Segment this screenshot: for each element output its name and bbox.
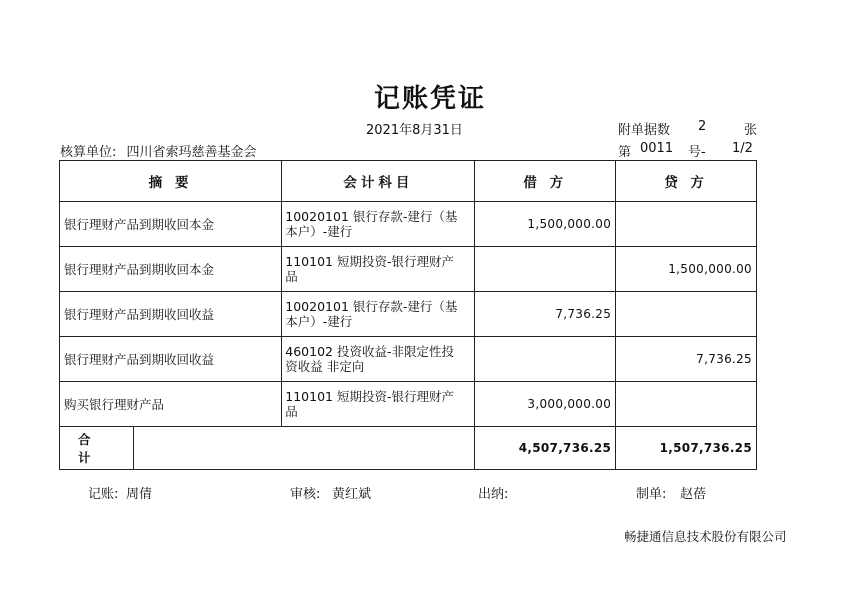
reviewer-label: 审核: bbox=[290, 487, 321, 502]
attachments-unit: 张 bbox=[744, 123, 758, 138]
row-credit: 7,736.25 bbox=[616, 337, 757, 382]
accounting-unit bbox=[60, 141, 257, 160]
column-header-credit: 贷 方 bbox=[616, 161, 757, 202]
row-account bbox=[282, 337, 475, 382]
reviewer-name: 黄红斌 bbox=[332, 487, 372, 502]
total-debit: 4,507,736.25 bbox=[475, 427, 616, 470]
row-summary: 购买银行理财产品 bbox=[60, 382, 282, 427]
table-row bbox=[60, 337, 757, 382]
total-row bbox=[60, 427, 757, 470]
row-account-line1: 110101 短期投资-银行理财产 bbox=[285, 389, 454, 404]
voucher-number-value: 0011 bbox=[640, 141, 674, 156]
row-summary: 银行理财产品到期收回本金 bbox=[60, 247, 282, 292]
table-row bbox=[60, 382, 757, 427]
bookkeeper-label: 记账: bbox=[88, 487, 119, 502]
table-row bbox=[60, 247, 757, 292]
row-credit bbox=[616, 202, 757, 247]
row-debit: 1,500,000.00 bbox=[475, 202, 616, 247]
row-debit bbox=[475, 247, 616, 292]
voucher-number-suffix: 号- bbox=[688, 145, 706, 160]
row-account-line1: 110101 短期投资-银行理财产 bbox=[285, 254, 454, 269]
row-debit: 7,736.25 bbox=[475, 292, 616, 337]
attachments-label: 附单据数 bbox=[618, 123, 671, 138]
row-credit: 1,500,000.00 bbox=[616, 247, 757, 292]
row-account bbox=[282, 292, 475, 337]
software-company: 畅捷通信息技术股份有限公司 bbox=[624, 529, 787, 544]
row-account bbox=[282, 202, 475, 247]
table-row bbox=[60, 202, 757, 247]
table-header-row bbox=[60, 161, 757, 202]
row-account-line2: 资收益 非定向 bbox=[285, 359, 365, 374]
row-summary: 银行理财产品到期收回本金 bbox=[60, 202, 282, 247]
row-credit bbox=[616, 292, 757, 337]
column-header-account: 会计科目 bbox=[282, 161, 475, 202]
row-debit: 3,000,000.00 bbox=[475, 382, 616, 427]
voucher-date: 2021年8月31日 bbox=[366, 123, 463, 138]
accounting-unit-label: 核算单位: bbox=[60, 145, 117, 160]
voucher-table bbox=[59, 160, 757, 470]
preparer-name: 赵蓓 bbox=[680, 487, 707, 502]
bookkeeper-name: 周倩 bbox=[126, 487, 153, 502]
voucher-page: 1/2 bbox=[732, 141, 753, 156]
accounting-unit-name: 四川省索玛慈善基金会 bbox=[126, 145, 257, 160]
row-account bbox=[282, 247, 475, 292]
row-debit bbox=[475, 337, 616, 382]
attachments-number: 2 bbox=[698, 119, 707, 134]
row-account-line2: 品 bbox=[285, 404, 298, 419]
row-account bbox=[282, 382, 475, 427]
column-header-debit: 借 方 bbox=[475, 161, 616, 202]
row-account-line2: 品 bbox=[285, 269, 298, 284]
row-account-line1: 10020101 银行存款-建行（基 bbox=[285, 299, 458, 314]
voucher-number-prefix: 第 bbox=[618, 145, 632, 160]
table-row bbox=[60, 292, 757, 337]
row-account-line2: 本户）-建行 bbox=[285, 224, 353, 239]
row-account-line1: 10020101 银行存款-建行（基 bbox=[285, 209, 458, 224]
row-account-line2: 本户）-建行 bbox=[285, 314, 353, 329]
row-summary: 银行理财产品到期收回收益 bbox=[60, 337, 282, 382]
cashier-label: 出纳: bbox=[478, 487, 509, 502]
total-label: 合 计 bbox=[60, 427, 134, 470]
preparer-label: 制单: bbox=[636, 487, 667, 502]
total-credit: 1,507,736.25 bbox=[616, 427, 757, 470]
column-header-summary: 摘 要 bbox=[60, 161, 282, 202]
row-account-line1: 460102 投资收益-非限定性投 bbox=[285, 344, 454, 359]
row-summary: 银行理财产品到期收回收益 bbox=[60, 292, 282, 337]
row-credit bbox=[616, 382, 757, 427]
voucher-title: 记账凭证 bbox=[373, 84, 486, 114]
total-blank-cell bbox=[134, 427, 475, 470]
